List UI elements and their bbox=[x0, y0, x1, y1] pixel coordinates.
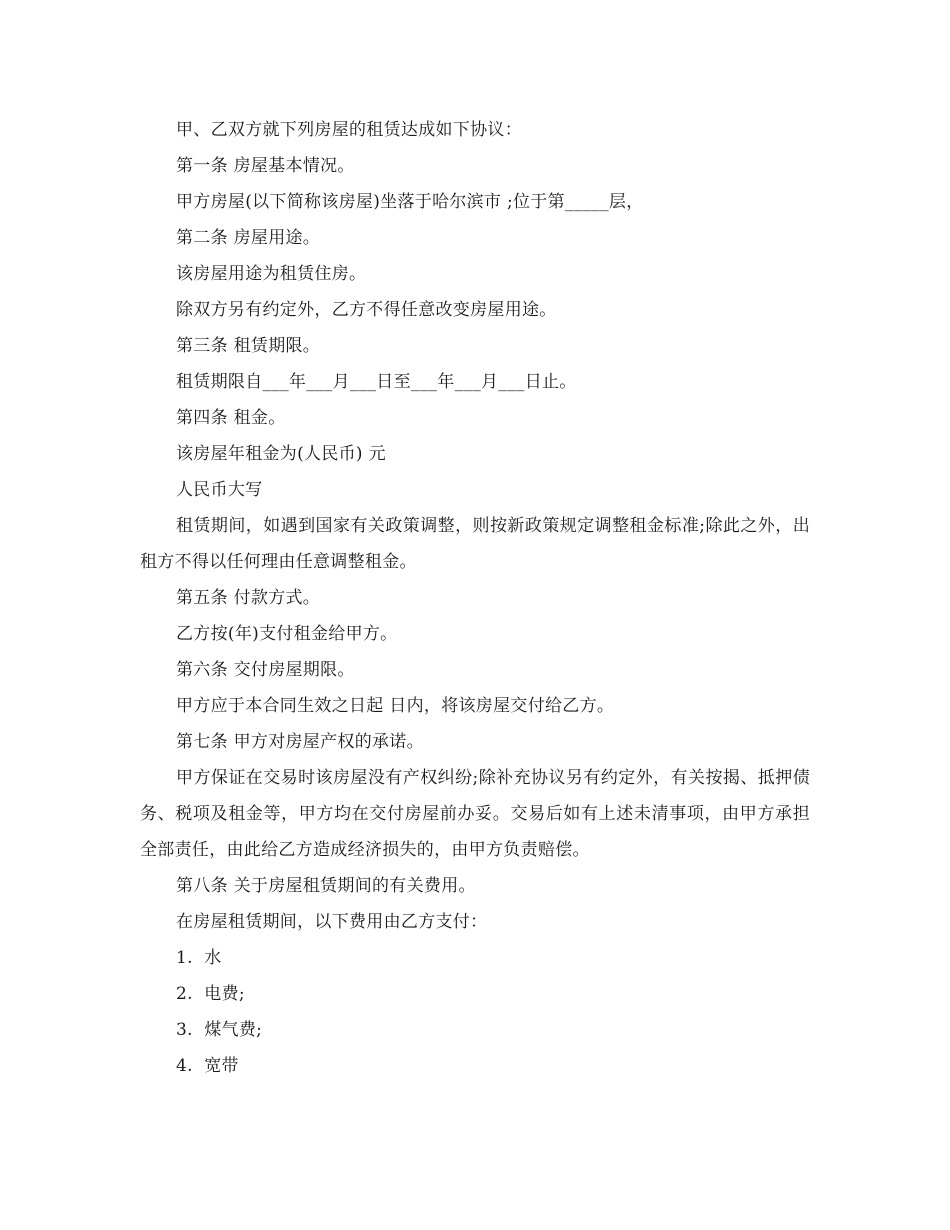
article-6-text: 甲方应于本合同生效之日起 日内，将该房屋交付给乙方。 bbox=[176, 696, 615, 716]
article-1-heading: 第一条 房屋基本情况。 bbox=[176, 156, 355, 176]
article-1-text: 甲方房屋(以下简称该房屋)坐落于哈尔滨市 ;位于第_____层， bbox=[176, 192, 644, 212]
article-8-heading: 第八条 关于房屋租赁期间的有关费用。 bbox=[176, 876, 476, 896]
article-6-heading: 第六条 交付房屋期限。 bbox=[176, 660, 355, 680]
article-2-text-1: 该房屋用途为租赁住房。 bbox=[176, 264, 367, 284]
article-4-heading: 第四条 租金。 bbox=[176, 408, 286, 428]
article-4-text-2: 人民币大写 bbox=[176, 480, 263, 500]
article-3-heading: 第三条 租赁期限。 bbox=[176, 336, 321, 356]
document-body bbox=[140, 112, 810, 1084]
article-5-text: 乙方按(年)支付租金给甲方。 bbox=[176, 624, 398, 644]
fee-item-1: 1. 水 bbox=[176, 948, 222, 968]
fee-item-2: 2. 电费; bbox=[176, 984, 245, 1004]
article-8-text: 在房屋租赁期间，以下费用由乙方支付： bbox=[176, 912, 488, 932]
article-3-text: 租赁期限自___年___月___日至___年___月___日止。 bbox=[176, 372, 577, 392]
fee-item-3: 3. 煤气费; bbox=[176, 1020, 263, 1040]
article-2-text-2: 除双方另有约定外，乙方不得任意改变房屋用途。 bbox=[176, 300, 557, 320]
article-5-heading: 第五条 付款方式。 bbox=[176, 588, 321, 608]
article-4-text-3: 租赁期间，如遇到国家有关政策调整，则按新政策规定调整租金标准;除此之外，出租方不得以任何理由任意调整租金。 bbox=[140, 516, 810, 572]
article-7-text: 甲方保证在交易时该房屋没有产权纠纷;除补充协议另有约定外，有关按揭、抵押债务、税项及租金等，甲方均在交付房屋前办妥。交易后如有上述未清事项，由甲方承担全部责任，由此给乙方造成经济损失的，由甲方负责赔偿。 bbox=[140, 768, 810, 860]
article-2-heading: 第二条 房屋用途。 bbox=[176, 228, 321, 248]
fee-item-4: 4. 宽带 bbox=[176, 1056, 239, 1076]
agreement-intro: 甲、乙双方就下列房屋的租赁达成如下协议： bbox=[176, 120, 522, 140]
article-4-text-1: 该房屋年租金为(人民币) 元 bbox=[176, 444, 386, 464]
article-7-heading: 第七条 甲方对房屋产权的承诺。 bbox=[176, 732, 424, 752]
